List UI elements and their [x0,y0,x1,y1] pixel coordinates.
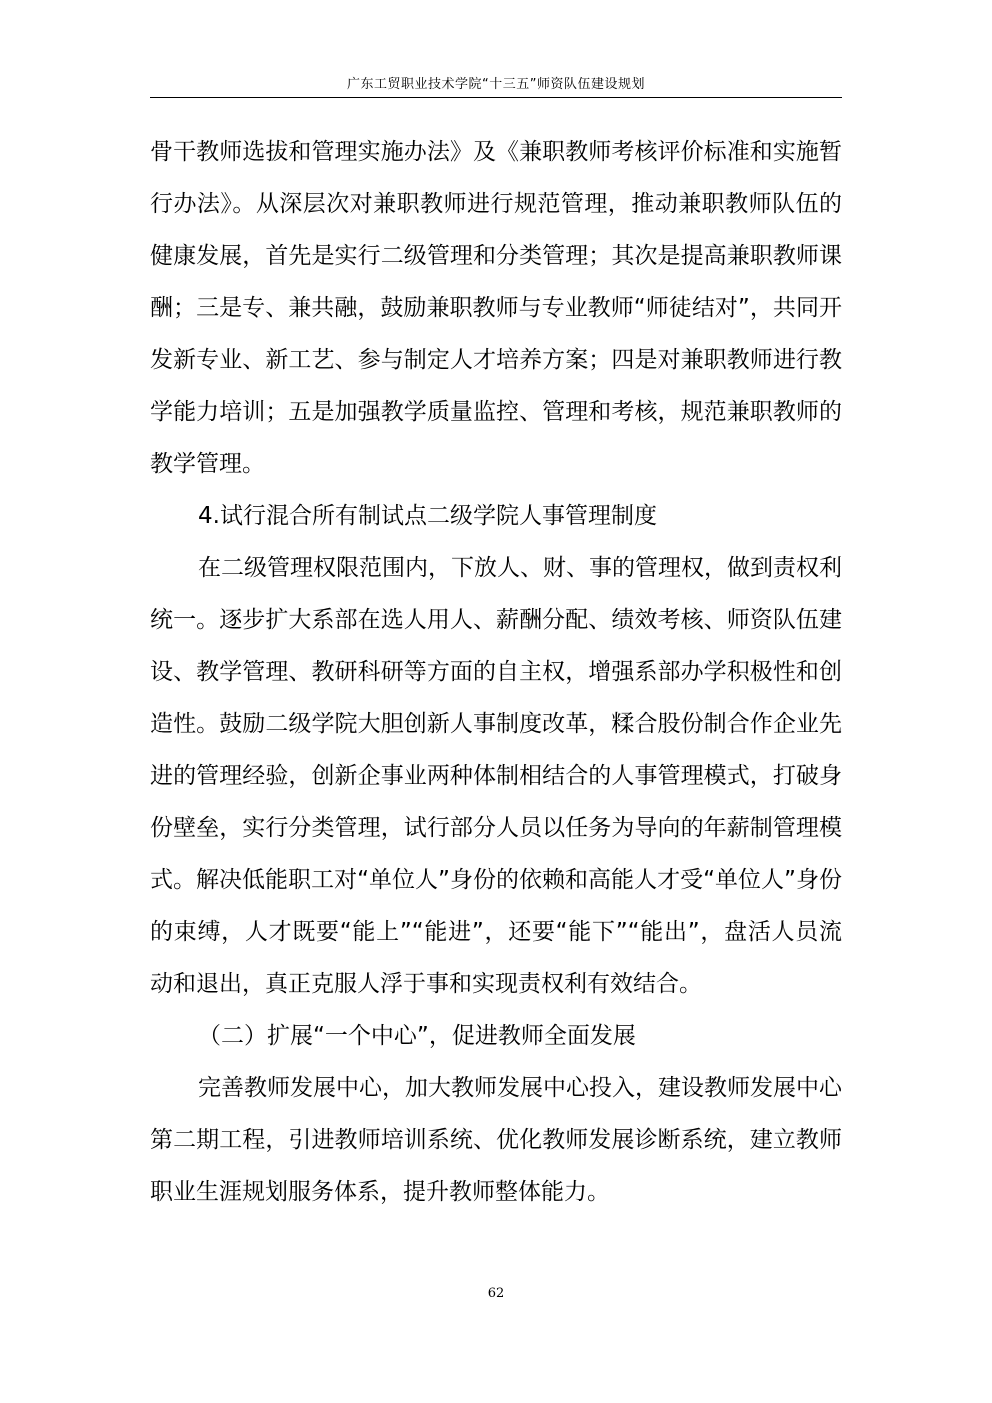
body-text [150,126,842,1218]
paragraph-part-time-teacher-management: 骨干教师选拔和管理实施办法》及《兼职教师考核评价标准和实施暂行办法》。从深层次对兼职教师进行规范管理，推动兼职教师队伍的健康发展，首先是实行二级管理和分类管理；其次是提高兼职教师课酬；三是专、兼共融，鼓励兼职教师与专业教师“师徒结对”，共同开发新专业、新工艺、参与制定人才培养方案；四是对兼职教师进行教学能力培训；五是加强教学质量监控、管理和考核，规范兼职教师的教学管理。 [150,139,842,477]
page-number: 62 [487,1286,505,1301]
heading-mixed-ownership-pilot: 4.试行混合所有制试点二级学院人事管理制度 [198,503,657,529]
heading-expand-one-center: （二）扩展“一个中心”，促进教师全面发展 [198,1023,636,1049]
paragraph-teacher-development-center: 完善教师发展中心，加大教师发展中心投入，建设教师发展中心第二期工程，引进教师培训系统、优化教师发展诊断系统，建立教师职业生涯规划服务体系，提升教师整体能力。 [150,1075,842,1205]
paragraph-secondary-college-personnel-reform: 在二级管理权限范围内，下放人、财、事的管理权，做到责权利统一。逐步扩大系部在选人用人、薪酬分配、绩效考核、师资队伍建设、教学管理、教研科研等方面的自主权，增强系部办学积极性和创造性。鼓励二级学院大胆创新人事制度改革，糅合股份制合作企业先进的管理经验，创新企事业两种体制相结合的人事管理模式，打破身份壁垒，实行分类管理，试行部分人员以任务为导向的年薪制管理模式。解决低能职工对“单位人”身份的依赖和高能人才受“单位人”身份的束缚，人才既要“能上”“能进”，还要“能下”“能出”，盘活人员流动和退出，真正克服人浮于事和实现责权利有效结合。 [150,555,842,997]
header-rule [150,97,842,98]
running-header: 广东工贸职业技术学院“十三五”师资队伍建设规划 [347,77,645,92]
